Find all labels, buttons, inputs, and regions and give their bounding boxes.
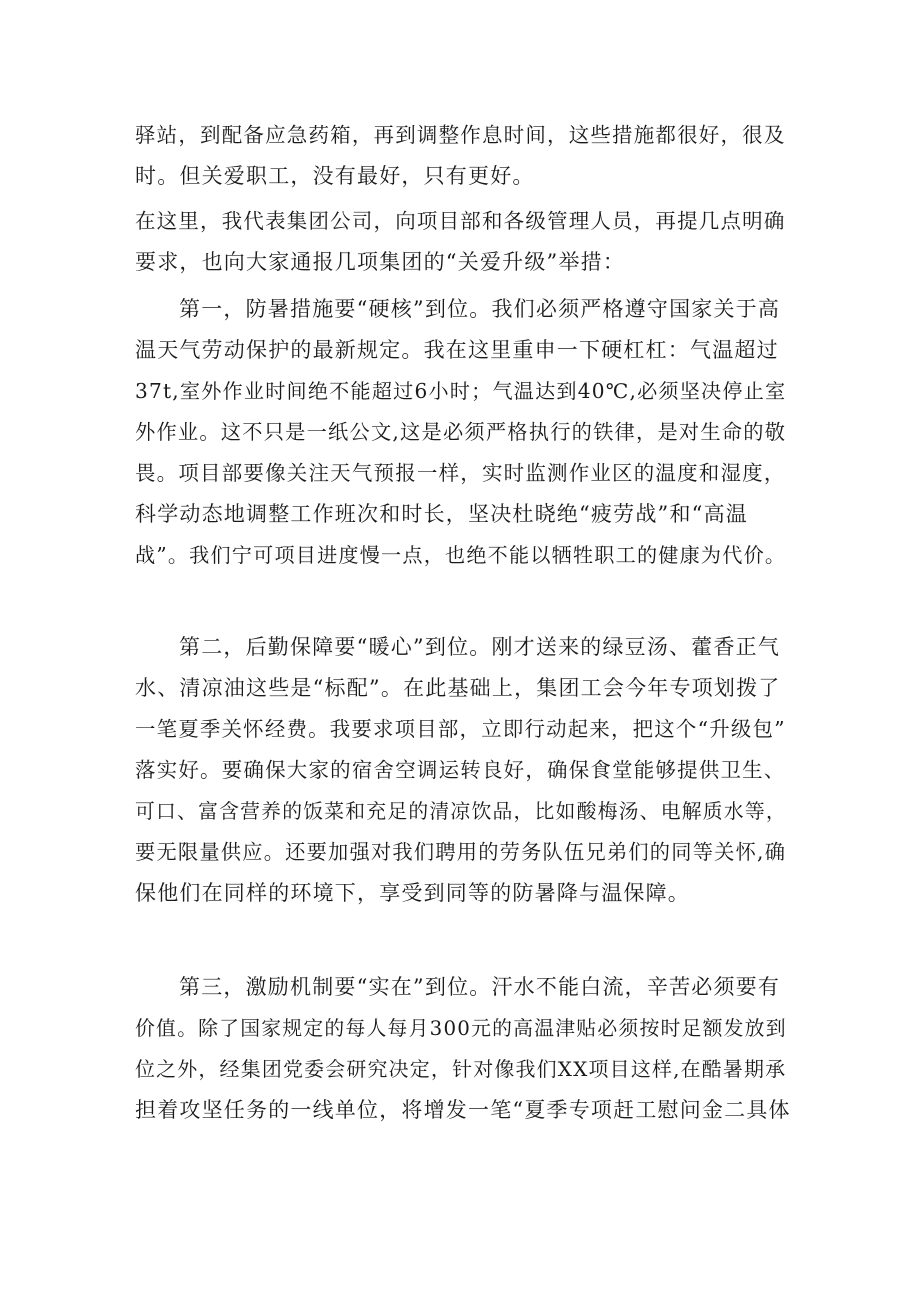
paragraph-3: [135, 289, 795, 576]
paragraph-line: 位之外，经集团党委会研究决定，针对像我们XX项目这样,在酷暑期承: [135, 1057, 787, 1081]
paragraph-4: [135, 627, 795, 914]
paragraph-line: 第一，防暑措施要“硬核”到位。我们必须严格遵守国家关于高: [179, 297, 781, 321]
paragraph-5: [135, 967, 795, 1131]
paragraph-line: 担着攻坚任务的一线单位，将增发一笔“夏季专项赶工慰问金二具体: [135, 1098, 791, 1122]
paragraph-2: [135, 201, 795, 283]
paragraph-line: 战”。我们宁可项目进度慢一点，也绝不能以牺牲职工的健康为代价。: [135, 543, 787, 567]
paragraph-line: 第二，后勤保障要“暖心”到位。刚才送来的绿豆汤、藿香正气: [179, 635, 781, 659]
paragraph-line: 一笔夏季关怀经费。我要求项目部，立即行动起来，把这个“升级包”: [135, 717, 786, 741]
paragraph-line: 外作业。这不只是一纸公文,这是必须严格执行的铁律，是对生命的敬: [135, 420, 787, 444]
paragraph-line: 37t,室外作业时间绝不能超过6小时；气温达到40℃,必须坚决停止室: [135, 379, 787, 403]
paragraph-line: 畏。项目部要像关注天气预报一样，实时监测作业区的温度和湿度，: [135, 461, 786, 485]
paragraph-line: 科学动态地调整工作班次和时长，坚决杜晓绝“疲劳战”和“高温: [135, 502, 749, 526]
paragraph-line: 第三，激励机制要“实在”到位。汗水不能白流，辛苦必须要有: [179, 975, 781, 999]
paragraph-line: 在这里，我代表集团公司，向项目部和各级管理人员，再提几点明确: [135, 209, 786, 233]
paragraph-line: 要求，也向大家通报几项集团的“关爱升级”举措：: [135, 250, 626, 274]
paragraph-1: [135, 115, 795, 197]
paragraph-line: 时。但关爱职工，没有最好，只有更好。: [135, 164, 535, 188]
paragraph-line: 温天气劳动保护的最新规定。我在这里重申一下硬杠杠：气温超过: [135, 338, 779, 362]
paragraph-line: 要无限量供应。还要加强对我们聘用的劳务队伍兄弟们的同等关怀,确: [135, 840, 787, 864]
paragraph-line: 水、清凉油这些是“标配”。在此基础上，集团工会今年专项划拨了: [135, 676, 781, 700]
paragraph-line: 保他们在同样的环境下，享受到同等的防暑降与温保障。: [135, 881, 690, 905]
paragraph-line: 落实好。要确保大家的宿舍空调运转良好，确保食堂能够提供卫生、: [135, 758, 786, 782]
paragraph-line: 可口、富含营养的饭菜和充足的清凉饮品，比如酸梅汤、电解质水等，: [135, 800, 787, 823]
paragraph-line: 驿站，到配备应急药箱，再到调整作息时间，这些措施都很好，很及: [135, 123, 786, 147]
paragraph-line: 价值。除了国家规定的每人每月300元的高温津贴必须按时足额发放到: [135, 1017, 787, 1040]
